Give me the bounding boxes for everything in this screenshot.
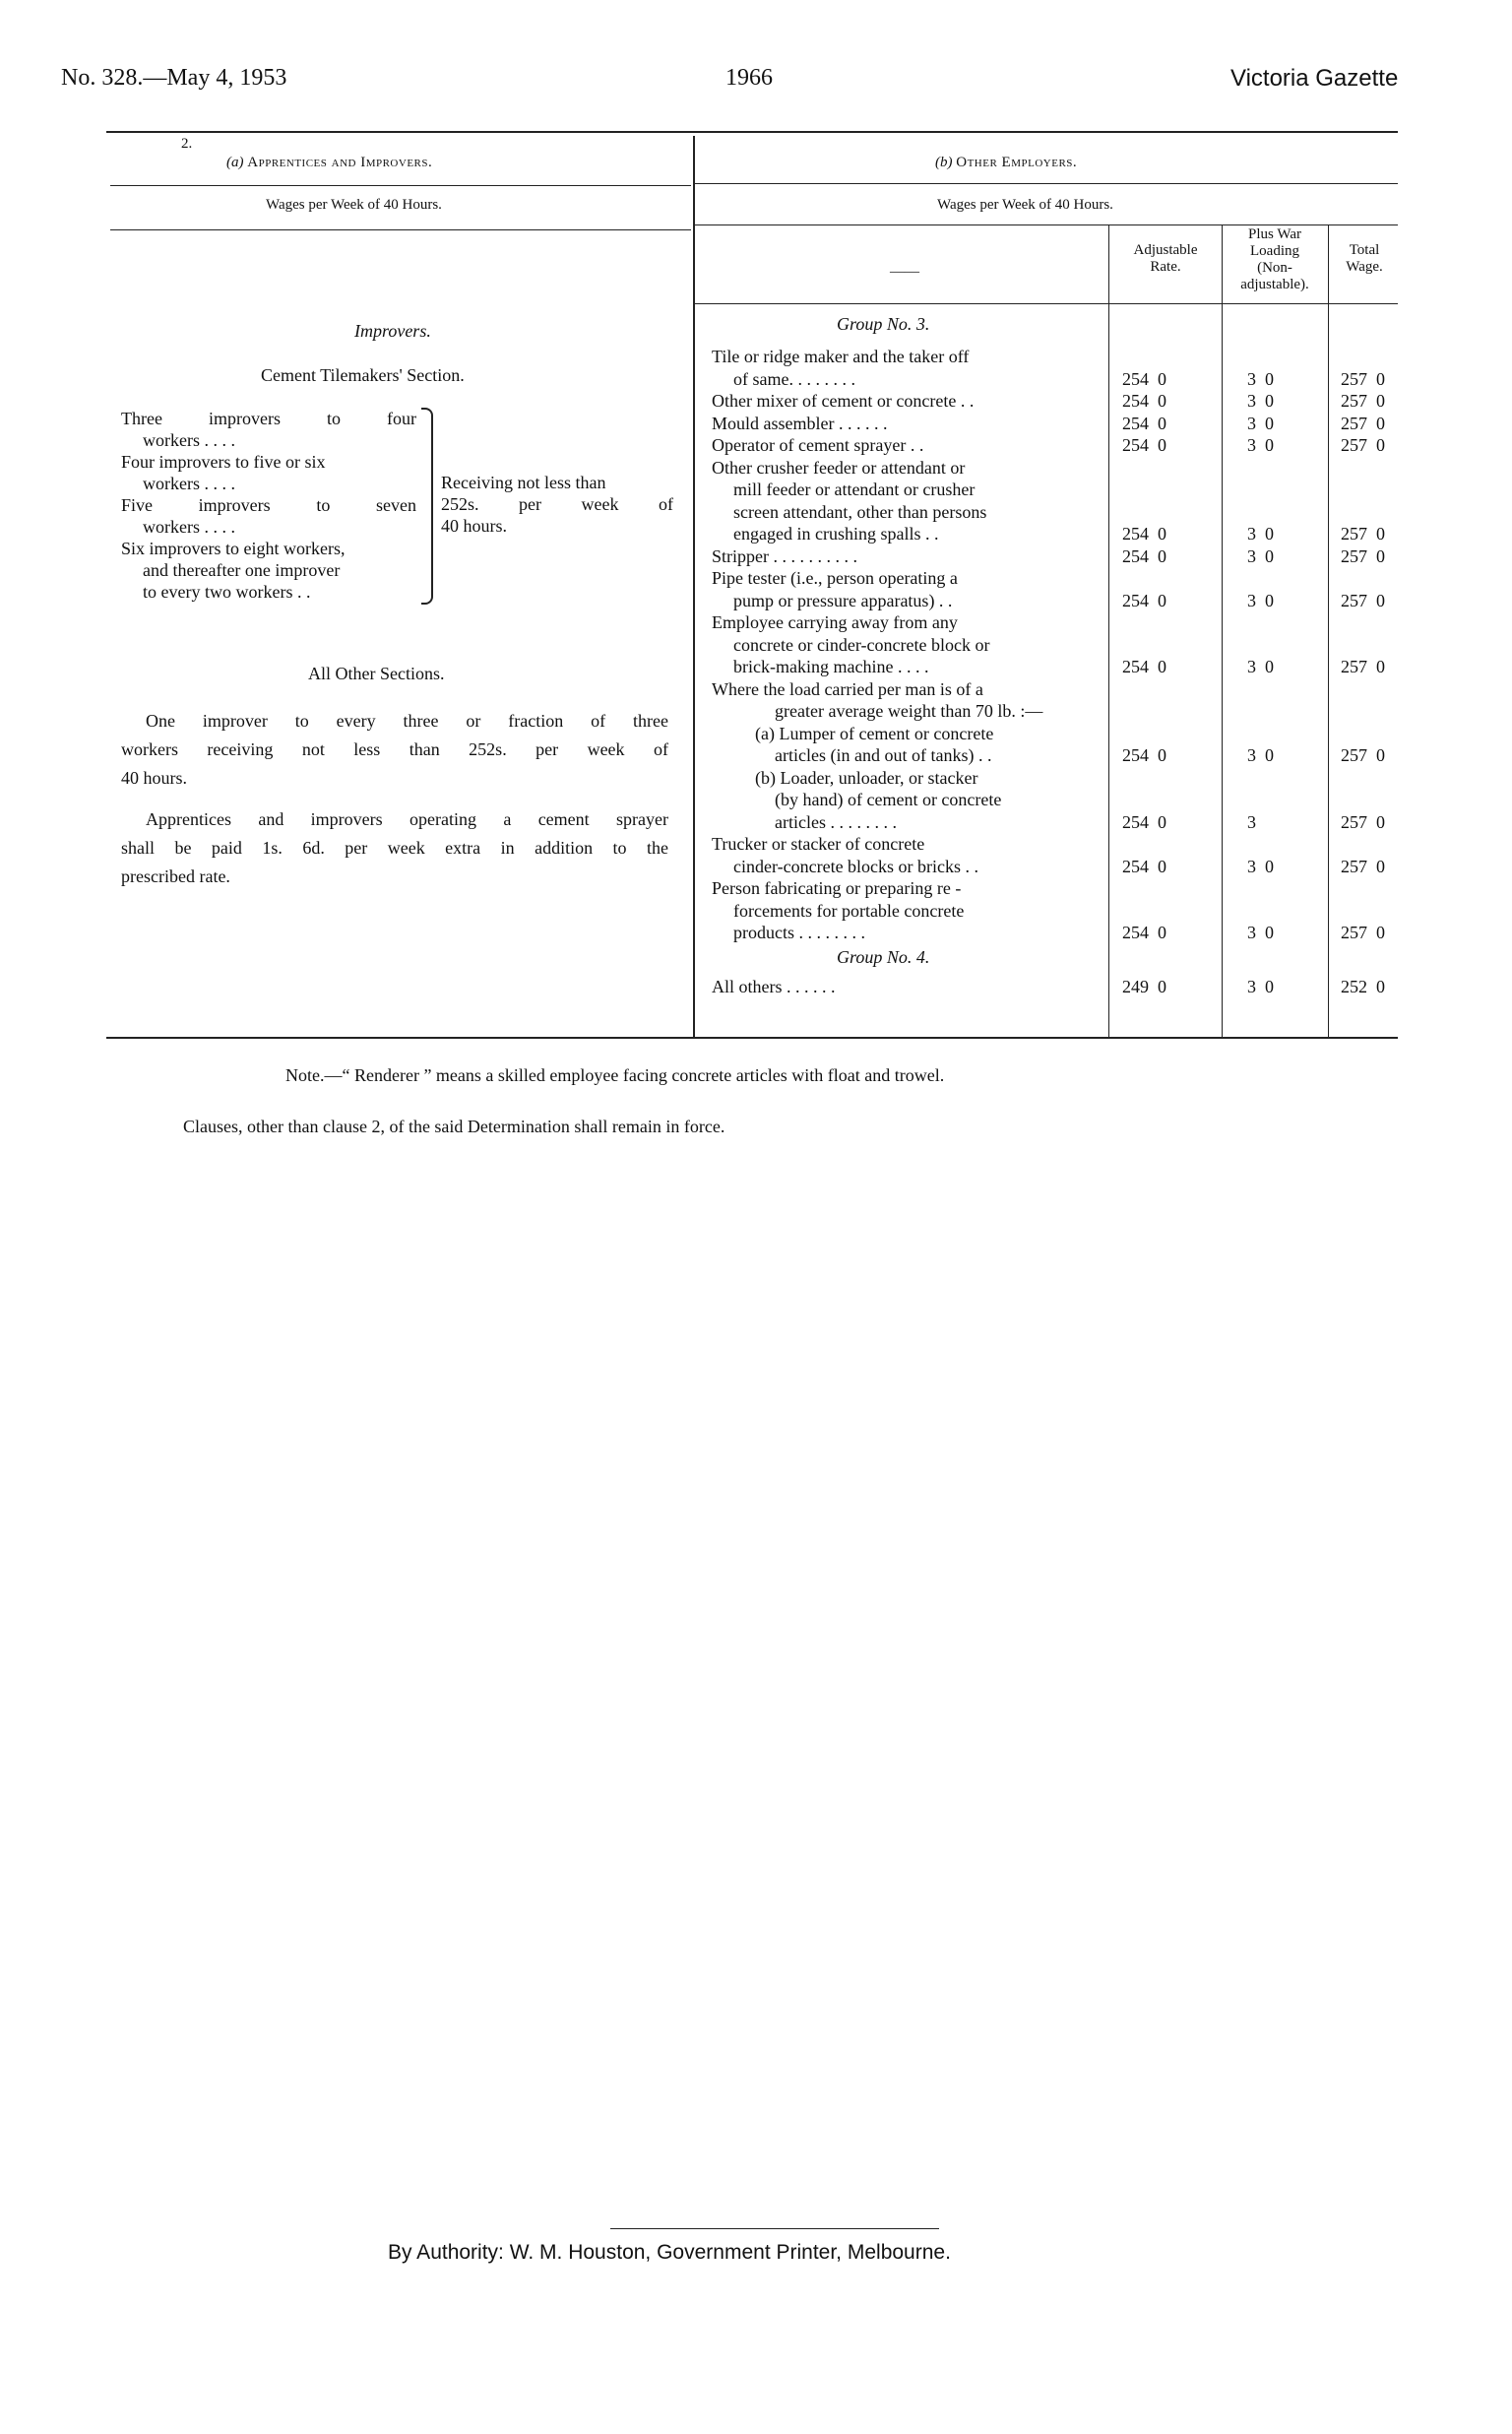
- table-row-line: [0, 767, 1512, 789]
- gazette-issue-number: No. 328.—May 4, 1953: [61, 65, 287, 91]
- row-total: 257 0: [1341, 413, 1385, 433]
- group-3-heading: Group No. 3.: [837, 314, 930, 334]
- row-label: Pipe tester (i.e., person operating a: [712, 568, 958, 588]
- col-header-adjustable: [1110, 242, 1221, 276]
- row-label: forcements for portable concrete: [733, 900, 965, 921]
- col-header-line: Rate.: [1150, 259, 1181, 275]
- row-total: 252 0: [1341, 977, 1385, 996]
- table-row-line: [0, 811, 1512, 833]
- table-row-line: [0, 656, 1512, 677]
- table-row-line: [0, 590, 1512, 611]
- para-line: shall be paid 1s. 6d. per week extra in addition to the: [121, 838, 668, 858]
- scale-line: Four improvers to five or six: [121, 452, 326, 472]
- col-header-description: ——: [890, 264, 919, 280]
- footer-rule: [610, 2228, 939, 2229]
- row-label: articles (in and out of tanks) . .: [775, 745, 992, 765]
- row-adjustable: 254 0: [1122, 413, 1166, 433]
- row-label: cinder-concrete blocks or bricks . .: [733, 856, 979, 876]
- section-b-subtitle-rule: [695, 224, 1398, 225]
- row-label: of same. . . . . . . .: [733, 368, 855, 389]
- col-header-line: Total: [1349, 242, 1380, 258]
- top-rule: [106, 131, 1398, 133]
- table-row-line: [0, 900, 1512, 922]
- para-line: 40 hours.: [121, 768, 187, 788]
- table-row-line: [0, 545, 1512, 567]
- table-row-line: [0, 390, 1512, 412]
- row-adjustable: 254 0: [1122, 545, 1166, 566]
- row-total: 257 0: [1341, 923, 1385, 942]
- row-label: screen attendant, other than persons: [733, 501, 987, 522]
- row-label: Other crusher feeder or attendant or: [712, 457, 966, 478]
- row-war-loading: 3 0: [1247, 923, 1274, 942]
- para-line: workers receiving not less than 252s. per week of: [121, 739, 668, 759]
- row-label: All others . . . . . .: [712, 977, 836, 996]
- receiving-line: 40 hours.: [441, 516, 507, 536]
- row-adjustable: 254 0: [1122, 811, 1166, 832]
- row-war-loading: 3 0: [1247, 856, 1274, 876]
- row-war-loading: 3 0: [1247, 524, 1274, 544]
- all-other-sections-heading: All Other Sections.: [308, 664, 445, 683]
- row-label: Stripper . . . . . . . . . .: [712, 545, 857, 566]
- clauses-statement: Clauses, other than clause 2, of the said Determination shall remain in force.: [183, 1117, 725, 1136]
- table-row-line: [0, 434, 1512, 456]
- row-total: 257 0: [1341, 368, 1385, 389]
- table-row-line: [0, 479, 1512, 500]
- col-header-line: Loading: [1250, 243, 1299, 259]
- row-adjustable: 254 0: [1122, 657, 1166, 676]
- table-row-line: [0, 922, 1512, 943]
- receiving-line: 252s. per week of: [441, 494, 673, 514]
- row-total: 257 0: [1341, 657, 1385, 676]
- row-label: Mould assembler . . . . . .: [712, 413, 888, 433]
- scale-line: workers . . . .: [143, 517, 235, 537]
- row-war-loading: 3 0: [1247, 745, 1274, 765]
- table-row: [0, 976, 1512, 997]
- row-war-loading: 3 0: [1247, 657, 1274, 676]
- row-adjustable: 254 0: [1122, 391, 1166, 411]
- section-a-title: (a) Apprentices and Improvers.: [226, 155, 433, 170]
- col-header-war-loading: [1223, 226, 1327, 293]
- table-row-line: [0, 877, 1512, 899]
- table-row-line: [0, 501, 1512, 523]
- table-row-line: [0, 368, 1512, 390]
- row-label: mill feeder or attendant or crusher: [733, 480, 976, 499]
- col-header-line: Plus War: [1248, 226, 1301, 242]
- scale-line: to every two workers . .: [143, 582, 311, 602]
- row-adjustable: 254 0: [1122, 368, 1166, 389]
- row-war-loading: 3 0: [1247, 435, 1274, 455]
- table-row-line: [0, 567, 1512, 589]
- section-a-subtitle-rule: [110, 229, 691, 230]
- table-row-line: [0, 523, 1512, 544]
- row-adjustable: 254 0: [1122, 590, 1166, 610]
- table-row-line: [0, 634, 1512, 656]
- col-header-total: [1329, 242, 1400, 276]
- table-row-line: [0, 413, 1512, 434]
- row-label: brick-making machine . . . .: [733, 657, 929, 676]
- col-header-line: adjustable).: [1240, 277, 1309, 292]
- row-label: Person fabricating or preparing re -: [712, 878, 962, 898]
- row-label: pump or pressure apparatus) . .: [733, 590, 953, 610]
- section-a-subtitle: Wages per Week of 40 Hours.: [266, 197, 442, 213]
- row-total: 257 0: [1341, 745, 1385, 765]
- row-adjustable: 254 0: [1122, 435, 1166, 455]
- scale-line: Five improvers to seven: [121, 495, 416, 515]
- table-row-line: [0, 678, 1512, 700]
- receiving-line: Receiving not less than: [441, 473, 606, 492]
- row-adjustable: 254 0: [1122, 923, 1166, 942]
- para-line: Apprentices and improvers operating a cement sprayer: [146, 809, 668, 829]
- row-total: 257 0: [1341, 811, 1385, 832]
- row-label: (b) Loader, unloader, or stacker: [755, 767, 978, 788]
- row-total: 257 0: [1341, 391, 1385, 411]
- page-number: 1966: [725, 65, 773, 91]
- row-label: articles . . . . . . . .: [775, 811, 897, 832]
- row-label: concrete or cinder-concrete block or: [733, 634, 990, 655]
- col-header-line: (Non-: [1257, 260, 1292, 276]
- table-row-line: [0, 611, 1512, 633]
- row-total: 257 0: [1341, 435, 1385, 455]
- row-label: Where the load carried per man is of a: [712, 678, 983, 699]
- clause-number: 2.: [181, 136, 193, 152]
- section-b-title: (b) Other Employers.: [935, 155, 1078, 170]
- row-total: 257 0: [1341, 524, 1385, 544]
- row-label: engaged in crushing spalls . .: [733, 524, 939, 544]
- row-war-loading: 3 0: [1247, 413, 1274, 433]
- group-4-heading: Group No. 4.: [837, 947, 930, 967]
- table-row-line: [0, 789, 1512, 810]
- table-row-line: [0, 744, 1512, 766]
- para-line: prescribed rate.: [121, 866, 230, 886]
- row-label: (by hand) of cement or concrete: [775, 790, 1002, 809]
- row-label: Other mixer of cement or concrete . .: [712, 391, 975, 411]
- row-label: Employee carrying away from any: [712, 612, 958, 632]
- row-adjustable: 254 0: [1122, 524, 1166, 544]
- table-header-rule: [695, 303, 1398, 304]
- section-b-title-rule: [695, 183, 1398, 184]
- table-bottom-rule: [106, 1037, 1398, 1039]
- row-war-loading: 3 0: [1247, 368, 1274, 389]
- row-label: Operator of cement sprayer . .: [712, 435, 924, 455]
- row-label: products . . . . . . . .: [733, 923, 865, 942]
- row-label: Trucker or stacker of concrete: [712, 834, 925, 854]
- table-row-line: [0, 457, 1512, 479]
- col-header-line: Wage.: [1346, 259, 1383, 275]
- scale-line: workers . . . .: [143, 474, 235, 493]
- section-a-title-rule: [110, 185, 691, 186]
- row-label: Tile or ridge maker and the taker off: [712, 347, 970, 366]
- scale-line: workers . . . .: [143, 430, 235, 450]
- para-line: One improver to every three or fraction of three: [146, 711, 668, 731]
- row-adjustable: 254 0: [1122, 856, 1166, 876]
- renderer-note: Note.—“ Renderer ” means a skilled employee facing concrete articles with float and trowel.: [285, 1065, 945, 1085]
- row-war-loading: 3 0: [1247, 977, 1274, 996]
- row-war-loading: 3 0: [1247, 391, 1274, 411]
- improvers-heading: Improvers.: [354, 321, 431, 341]
- scale-line: and thereafter one improver: [143, 560, 341, 580]
- publication-title: Victoria Gazette: [1230, 65, 1399, 92]
- table-row-line: [0, 856, 1512, 877]
- section-b-subtitle: Wages per Week of 40 Hours.: [937, 197, 1113, 213]
- row-war-loading: 3 0: [1247, 545, 1274, 566]
- row-war-loading: 3: [1247, 811, 1256, 832]
- row-war-loading: 3 0: [1247, 590, 1274, 610]
- row-total: 257 0: [1341, 545, 1385, 566]
- row-total: 257 0: [1341, 590, 1385, 610]
- row-label: greater average weight than 70 lb. :—: [775, 701, 1043, 721]
- table-row-line: [0, 700, 1512, 722]
- cement-section-heading: Cement Tilemakers' Section.: [261, 365, 465, 385]
- row-total: 257 0: [1341, 856, 1385, 876]
- table-row-line: [0, 833, 1512, 855]
- table-row-line: [0, 723, 1512, 744]
- authority-footer: By Authority: W. M. Houston, Government Printer, Melbourne.: [388, 2241, 951, 2264]
- scale-line: Six improvers to eight workers,: [121, 539, 346, 558]
- row-label: (a) Lumper of cement or concrete: [755, 723, 994, 743]
- row-adjustable: 254 0: [1122, 745, 1166, 765]
- col-header-line: Adjustable: [1133, 242, 1198, 258]
- row-adjustable: 249 0: [1122, 977, 1166, 996]
- table-row-line: [0, 346, 1512, 367]
- scale-line: Three improvers to four: [121, 409, 416, 428]
